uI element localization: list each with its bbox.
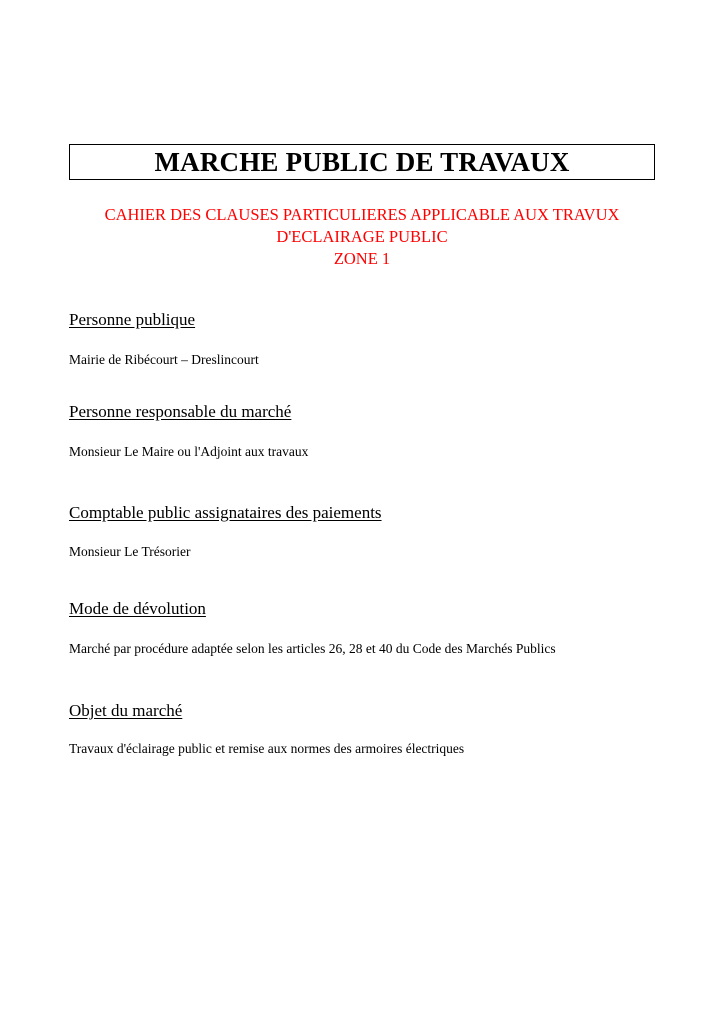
section-objet-marche	[69, 701, 464, 757]
section-heading: Personne publique	[69, 310, 196, 329]
section-value: Mairie de Ribécourt – Dreslincourt	[69, 352, 259, 367]
title-box	[69, 144, 655, 180]
section-value: Monsieur Le Maire ou l'Adjoint aux travaux	[69, 444, 309, 459]
document-title: MARCHE PUBLIC DE TRAVAUX	[154, 146, 570, 177]
section-comptable-public	[69, 503, 382, 560]
subtitle-line: CAHIER DES CLAUSES PARTICULIERES APPLICABLE AUX TRAVUX	[104, 205, 620, 224]
section-value: Monsieur Le Trésorier	[69, 544, 191, 559]
section-value: Travaux d'éclairage public et remise aux normes des armoires électriques	[69, 741, 465, 756]
section-heading: Comptable public assignataires des paiements	[69, 503, 382, 522]
section-heading: Personne responsable du marché	[69, 402, 292, 421]
document-subtitle	[40, 204, 684, 270]
section-heading: Mode de dévolution	[69, 599, 206, 618]
subtitle-line: D'ECLAIRAGE PUBLIC	[276, 227, 448, 246]
section-value: Marché par procédure adaptée selon les articles 26, 28 et 40 du Code des Marchés Publics	[69, 641, 556, 656]
section-mode-devolution	[69, 599, 556, 657]
section-heading: Objet du marché	[69, 701, 183, 720]
section-personne-responsable	[69, 402, 308, 460]
subtitle-line: ZONE 1	[333, 249, 391, 268]
section-personne-publique	[69, 310, 259, 368]
